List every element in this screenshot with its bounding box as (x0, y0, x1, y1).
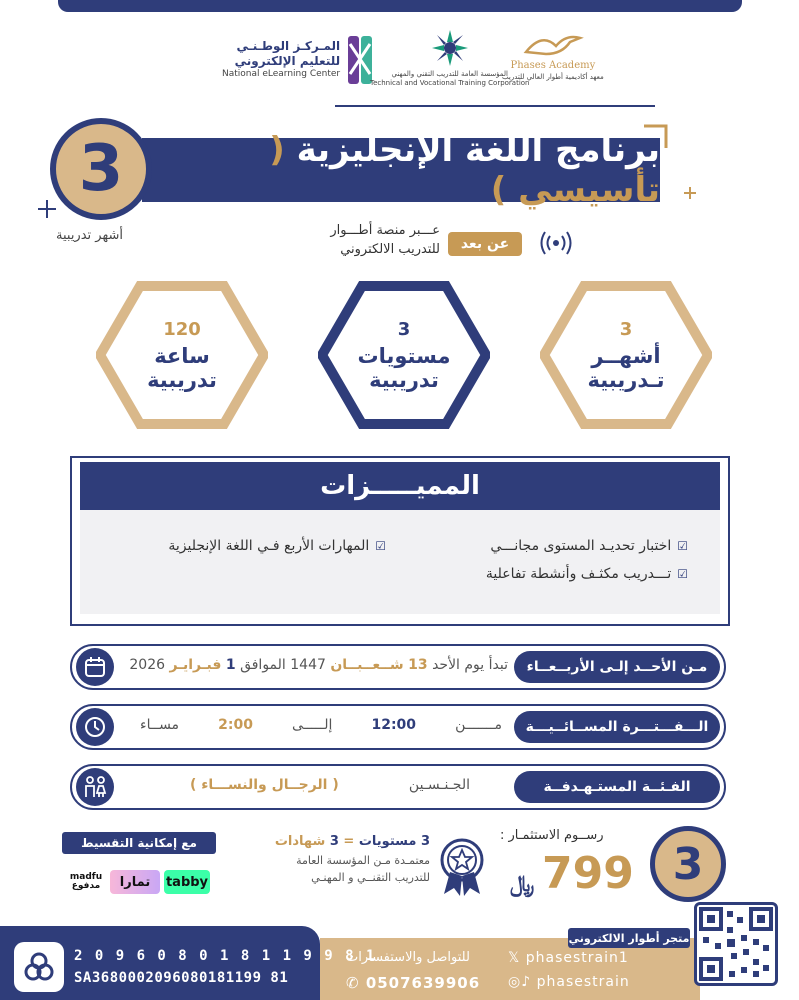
nelc-name-ar-2: للتعليم الإلكتروني (234, 54, 341, 69)
phone-number: 0507639906 (365, 974, 481, 992)
calendar-icon (76, 648, 114, 686)
stat-months (540, 280, 712, 430)
certs-line (250, 834, 430, 849)
certs-equals: = (343, 834, 355, 849)
days-prefix: تبدأ يوم الأحد (432, 657, 508, 673)
contact-phone[interactable] (346, 974, 480, 992)
x-handle[interactable] (508, 950, 629, 966)
stat-months-number: 3 (619, 318, 633, 340)
madfu-logo: madfu مدفوع (69, 872, 103, 891)
stat-levels-line2: تدريبية (369, 367, 439, 392)
stat-levels-line1: مستويات (357, 343, 451, 368)
days-gmonth: فبـرايـر (169, 657, 222, 673)
instagram-icon: ◎ (508, 974, 522, 990)
plus-deco-icon-2 (36, 198, 58, 220)
plus-deco-icon (683, 186, 697, 200)
x-handle-text: phasestrain1 (525, 950, 629, 966)
stat-hours-line1: ساعة (154, 343, 210, 368)
feature-item-text: المهارات الأربع فـي اللغة الإنجليزية (168, 538, 370, 554)
time-suffix: مســاء (140, 717, 180, 733)
phases-emblem-icon (522, 28, 584, 58)
store-label: متجر أطوار الالكتروني (568, 928, 690, 948)
nelc-name-ar-1: المـركـز الوطـنـي (236, 39, 341, 54)
fees-label: رســوم الاستثمـار : (500, 828, 604, 843)
tvtc-name-ar: المؤسسة العامة للتدريب التقني والمهني (391, 70, 508, 78)
broadcast-icon (540, 230, 572, 256)
top-bar (58, 0, 742, 12)
duration-circle (50, 118, 152, 220)
feature-item (106, 538, 386, 554)
days-hmonth: شــعــبــان (330, 657, 404, 673)
platform-text (300, 222, 440, 260)
qr-code-icon (697, 905, 775, 983)
days-gyear: 2026 (129, 657, 166, 673)
clock-icon (76, 708, 114, 746)
stat-hours-line2: تدريبية (147, 367, 217, 392)
stat-hours (96, 280, 268, 430)
feature-item-text: اختبار تحديـد المستوى مجانـــي (490, 538, 672, 554)
social-handle-text: phasestrain (536, 974, 630, 990)
phases-name-ar: معهد أكاديمية أطوار العالي للتدريب (502, 72, 604, 81)
certificates-info (250, 834, 430, 886)
tvtc-emblem-icon (430, 28, 470, 68)
stat-months-line1: أشهــر (591, 343, 661, 368)
schedule-target-value (190, 777, 470, 793)
feature-item (420, 566, 688, 582)
check-icon: ☑ (677, 539, 688, 553)
tamara-logo: تمارا (110, 870, 160, 894)
phases-logo (502, 28, 604, 92)
target-value: ( الرجــال والنســـاء ) (190, 777, 339, 793)
stat-months-line2: تـدريبية (587, 367, 665, 392)
social-handle[interactable] (508, 974, 630, 990)
price-circle (650, 826, 726, 902)
program-title (142, 130, 660, 210)
contact-label: للتواصل والاستفسارات (346, 950, 470, 965)
remote-badge: عن بعد (448, 232, 522, 256)
certs-accredited-2: للتدريب التقنــي و المهنـي (311, 870, 430, 884)
stat-levels (318, 280, 490, 430)
features-heading-text: المميـــــزات (320, 471, 480, 501)
bank-logo-icon (14, 942, 64, 992)
price-circle-number: 3 (672, 838, 704, 890)
time-to-word: إلـــــى (292, 717, 333, 733)
days-hday: 13 (408, 657, 428, 673)
days-hyear: 1447 الموافق (240, 657, 326, 673)
phases-name-en: Phases Academy (510, 60, 596, 71)
platform-line-1: عـــبر منصة أطـــوار (330, 223, 440, 238)
schedule-days-label: مـن الأحــد إلـى الأربــعــاء (514, 651, 720, 683)
days-gday: 1 (225, 657, 236, 673)
time-from-word: مـــــــن (455, 717, 502, 733)
schedule-time-label: الـــفـــتـــرة المســائــيـــة (514, 711, 720, 743)
price-value: 799 (542, 848, 634, 899)
bank-account-number: 2 0 9 6 0 8 0 1 8 1 1 9 9 8 1 (74, 948, 377, 964)
tvtc-name-en: Technical and Vocational Training Corporation (370, 78, 530, 87)
store-qr-code[interactable] (694, 902, 778, 986)
x-icon: 𝕏 (508, 950, 521, 966)
people-icon (76, 768, 114, 806)
target-prefix: الجـنـسـين (408, 777, 470, 793)
installment-label: مع إمكانية التقسيط (62, 832, 216, 854)
platform-line-2: للتدريب الالكتروني (340, 241, 440, 257)
tabby-logo: tabby (164, 870, 210, 894)
whatsapp-icon: ✆ (346, 974, 360, 992)
time-from: 12:00 (371, 717, 417, 733)
duration-label: أشهر تدريبية (56, 228, 123, 243)
certs-count: 3 (329, 834, 339, 849)
time-to: 2:00 (218, 717, 253, 733)
tiktok-icon: ♪ (521, 974, 532, 990)
certs-levels-number: 3 (420, 834, 430, 849)
header-divider (335, 105, 655, 107)
certs-levels-word: مستويات (358, 834, 417, 849)
nelc-logo (222, 28, 374, 92)
certificate-badge-icon (436, 836, 488, 896)
stat-levels-number: 3 (397, 318, 411, 340)
program-title-sub: ( تأسيسي ) (269, 130, 660, 210)
schedule-target-label: الفـئــة المستـهـدفــة (514, 771, 720, 803)
duration-number: 3 (78, 132, 124, 206)
stat-hours-number: 120 (163, 318, 201, 340)
certs-word: شهادات (274, 834, 326, 849)
features-heading (80, 462, 720, 510)
program-title-main: برنامج اللغة الإنجليزية (296, 130, 660, 170)
check-icon: ☑ (677, 567, 688, 581)
feature-item (420, 538, 688, 554)
feature-item-text: تـــدريب مكثـف وأنشطة تفاعلية (485, 566, 672, 582)
schedule-time-value (140, 717, 502, 733)
schedule-days-value (118, 657, 508, 673)
nelc-name-en: National eLearning Center (222, 69, 341, 80)
bank-iban: SA3680002096080181199 81 (74, 970, 289, 986)
currency-symbol: ﷼ (510, 872, 535, 897)
check-icon: ☑ (375, 539, 386, 553)
certs-accredited: معتمـدة مـن المؤسسة العامة (296, 854, 430, 867)
